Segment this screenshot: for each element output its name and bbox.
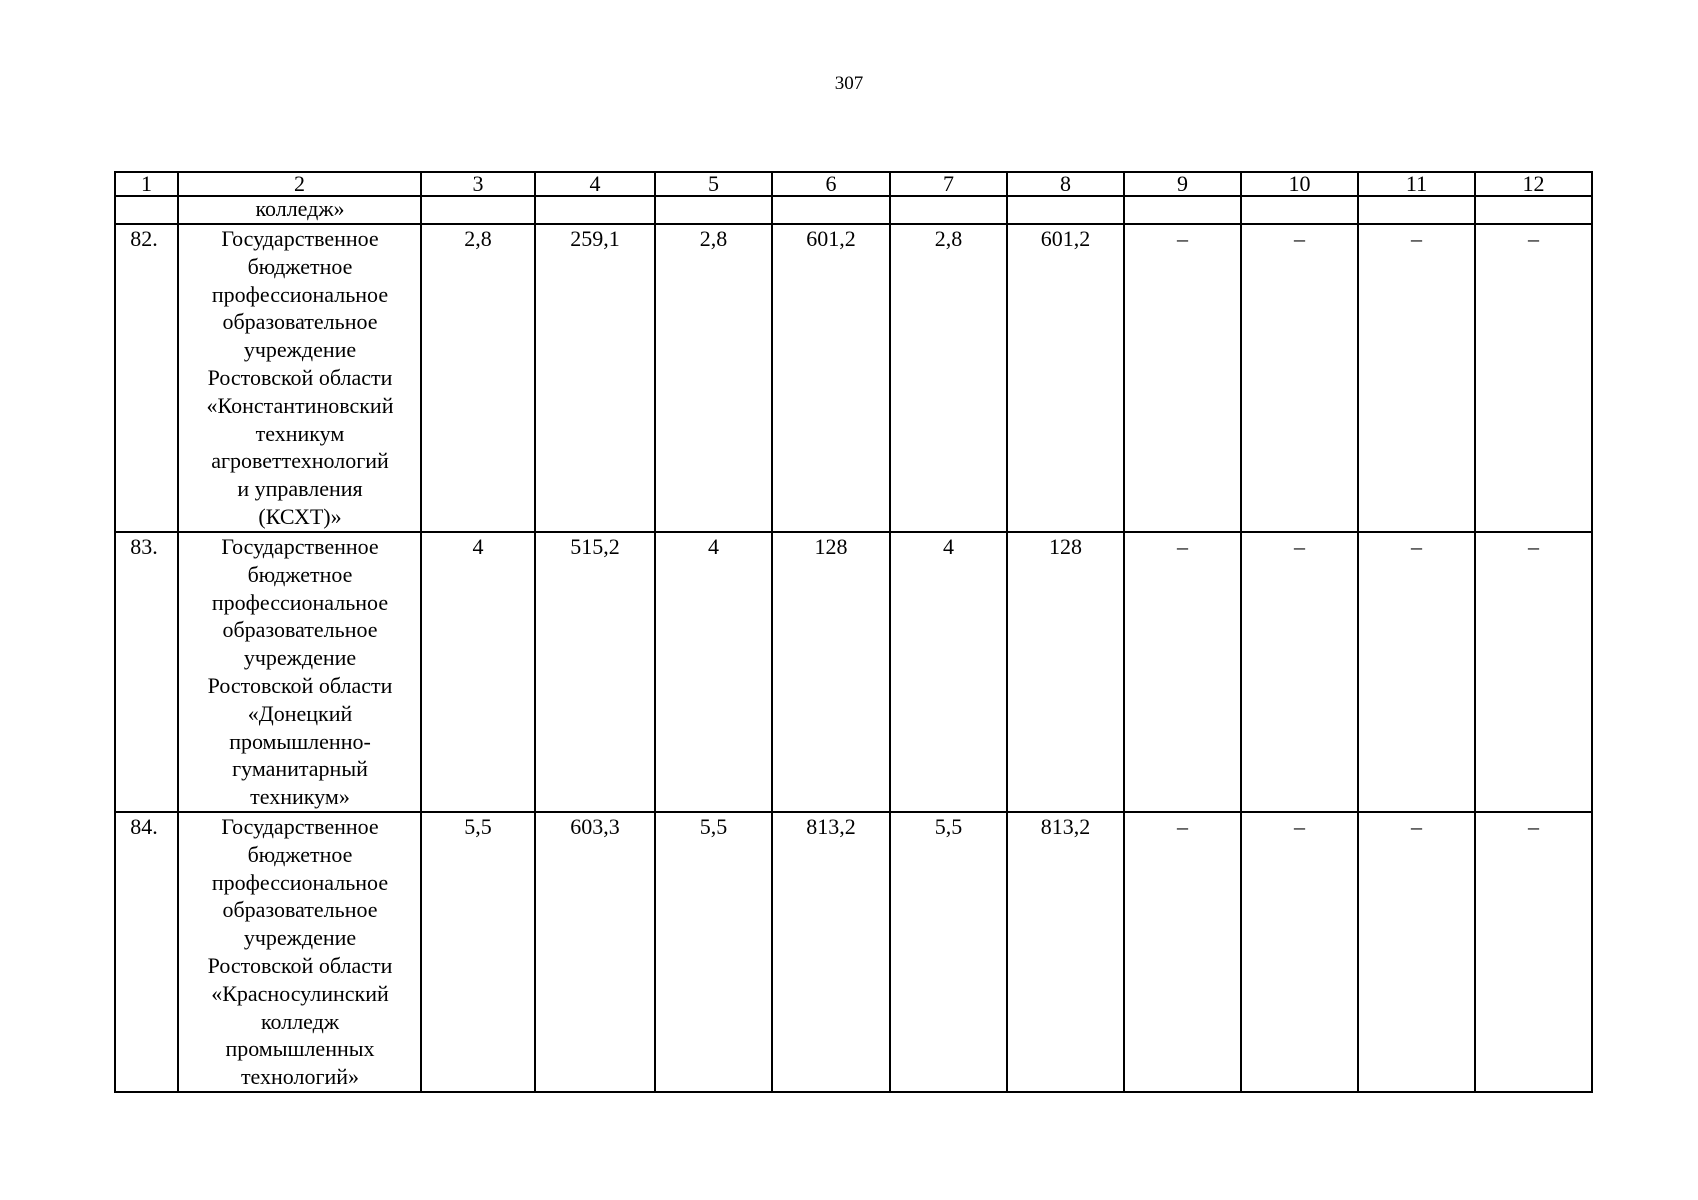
value-cell: 813,2 [1007, 812, 1124, 1092]
column-number: 9 [1124, 172, 1241, 196]
name-line: «Донецкий [247, 700, 353, 726]
value-cell: 2,8 [655, 224, 772, 532]
table-cell [1475, 196, 1592, 224]
table-cell [1358, 196, 1475, 224]
data-table [114, 171, 1593, 1093]
name-line: Ростовской области [207, 672, 393, 698]
column-number: 4 [535, 172, 655, 196]
value-cell: 128 [772, 532, 890, 812]
name-line: (КСХТ)» [258, 503, 342, 529]
name-line: учреждение [243, 337, 357, 363]
name-line: Государственное [221, 534, 379, 559]
name-line: гуманитарный [232, 756, 368, 782]
value-cell: 2,8 [890, 224, 1007, 532]
column-number: 3 [421, 172, 535, 196]
name-line: промышленных [225, 1036, 375, 1062]
column-number: 11 [1358, 172, 1475, 196]
name-line: профессиональное [211, 281, 389, 307]
value-cell: 4 [655, 532, 772, 812]
table-row [115, 532, 1592, 812]
value-cell: 603,3 [535, 812, 655, 1092]
page-number: 307 [834, 73, 864, 94]
table-cell [890, 196, 1007, 224]
name-line: Государственное [221, 226, 379, 251]
column-number: 12 [1475, 172, 1592, 196]
column-number: 7 [890, 172, 1007, 196]
value-cell: – [1358, 532, 1475, 812]
row-number: 84. [115, 812, 178, 1092]
name-line: бюджетное [247, 841, 353, 867]
row-number: 83. [115, 532, 178, 812]
row-number: 82. [115, 224, 178, 532]
name-line: бюджетное [247, 253, 353, 279]
value-cell: 601,2 [772, 224, 890, 532]
name-line: колледж [260, 1008, 340, 1034]
column-number: 10 [1241, 172, 1358, 196]
name-line: промышленно- [229, 728, 371, 754]
value-cell: 2,8 [421, 224, 535, 532]
name-line: образовательное [222, 617, 378, 643]
name-line: техникум» [250, 784, 350, 810]
column-number: 5 [655, 172, 772, 196]
name-line: образовательное [222, 897, 378, 923]
column-number: 2 [178, 172, 421, 196]
table-cell [115, 196, 178, 224]
value-cell: – [1358, 224, 1475, 532]
value-cell: – [1241, 224, 1358, 532]
name-line: и управления [237, 476, 363, 502]
value-cell: – [1241, 812, 1358, 1092]
table-cell [421, 196, 535, 224]
value-cell: 5,5 [890, 812, 1007, 1092]
name-line: «Константиновский [206, 392, 394, 418]
name-line: бюджетное [247, 561, 353, 587]
name-line: Государственное [221, 814, 379, 839]
table-row [115, 812, 1592, 1092]
column-number-row [115, 172, 1592, 196]
table-cell [772, 196, 890, 224]
value-cell: 4 [421, 532, 535, 812]
table-cell [1124, 196, 1241, 224]
value-cell: – [1475, 532, 1592, 812]
table-cell [1007, 196, 1124, 224]
table-cell [1241, 196, 1358, 224]
institution-name [178, 224, 421, 532]
name-line: образовательное [222, 309, 378, 335]
column-number: 1 [115, 172, 178, 196]
name-line: агроветтехнологий [211, 448, 389, 474]
institution-name [178, 812, 421, 1092]
value-cell: 128 [1007, 532, 1124, 812]
name-line: техникум [255, 420, 345, 446]
value-cell: – [1358, 812, 1475, 1092]
name-line: учреждение [243, 645, 357, 671]
value-cell: 515,2 [535, 532, 655, 812]
table-row [115, 224, 1592, 532]
name-line: Ростовской области [207, 364, 393, 390]
value-cell: – [1475, 224, 1592, 532]
value-cell: 813,2 [772, 812, 890, 1092]
value-cell: 5,5 [655, 812, 772, 1092]
value-cell: 5,5 [421, 812, 535, 1092]
value-cell: – [1124, 812, 1241, 1092]
name-line: «Красносулинский [211, 980, 389, 1006]
table-cell [655, 196, 772, 224]
name-line: Ростовской области [207, 952, 393, 978]
name-line: учреждение [243, 925, 357, 951]
value-cell: 4 [890, 532, 1007, 812]
value-cell: 259,1 [535, 224, 655, 532]
column-number: 8 [1007, 172, 1124, 196]
name-line: профессиональное [211, 869, 389, 895]
name-line: технологий» [240, 1064, 360, 1090]
continuation-name-cell: колледж» [178, 196, 421, 224]
value-cell: – [1475, 812, 1592, 1092]
value-cell: 601,2 [1007, 224, 1124, 532]
column-number: 6 [772, 172, 890, 196]
value-cell: – [1241, 532, 1358, 812]
continuation-row [115, 196, 1592, 224]
institution-name [178, 532, 421, 812]
name-line: профессиональное [211, 589, 389, 615]
value-cell: – [1124, 224, 1241, 532]
table-cell [535, 196, 655, 224]
value-cell: – [1124, 532, 1241, 812]
